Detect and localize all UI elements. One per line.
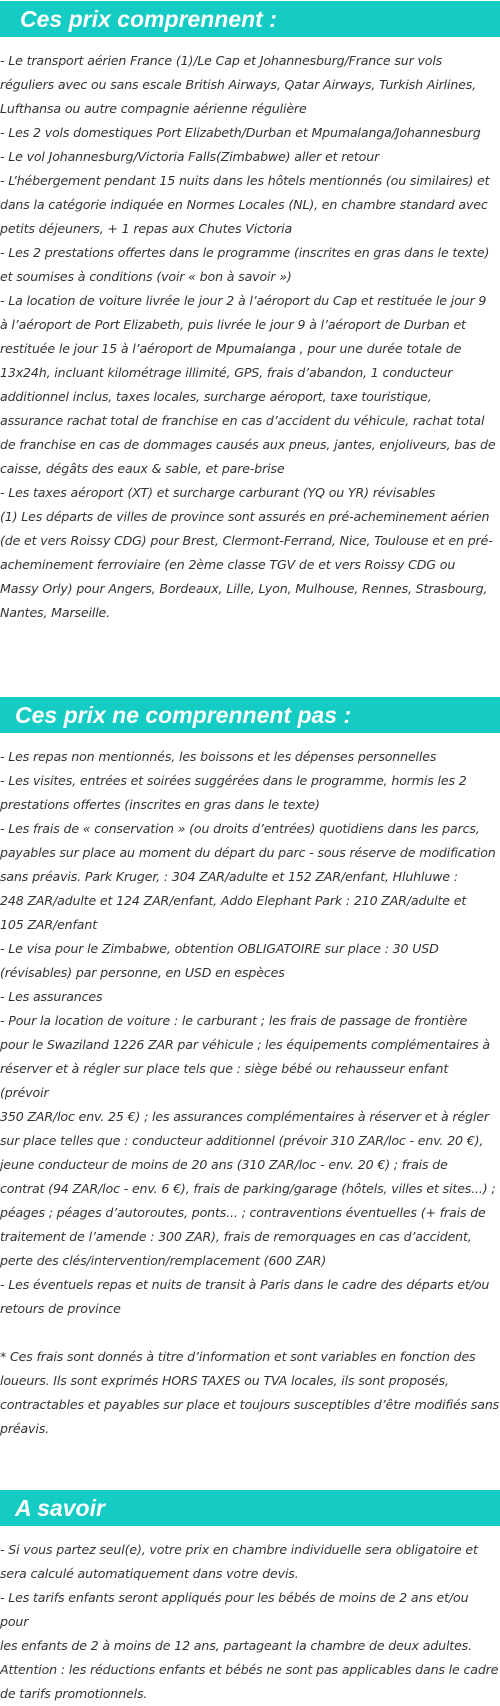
list-item: réguliers avec ou sans escale British Airways, Qatar Airways, Turkish Airlines, [0, 77, 477, 92]
list-item: additionnel inclus, taxes locales, surcharge aéroport, taxe touristique, [0, 389, 432, 404]
section-title-not-included: Ces prix ne comprennent pas : [15, 702, 352, 728]
list-item: - Pour la location de voiture : le carburant ; les frais de passage de frontière [0, 1013, 468, 1028]
list-item: - La location de voiture livrée le jour 2 à l’aéroport du Cap et restituée le jour 9 [0, 293, 487, 308]
list-item: acheminement ferroviaire (en 2ème classe TGV de et vers Roissy CDG ou [0, 557, 456, 572]
list-item: Lufthansa ou autre compagnie aérienne régulière [0, 101, 307, 116]
list-item: - Les visites, entrées et soirées suggérées dans le programme, hormis les 2 [0, 773, 467, 788]
section-header-good-to-know [0, 1490, 500, 1526]
section-title-included: Ces prix comprennent : [20, 6, 277, 32]
list-item: sur place telles que : conducteur additionnel (prévoir 310 ZAR/loc - env. 20 €), [0, 1133, 484, 1148]
list-item: - Les 2 prestations offertes dans le programme (inscrites en gras dans le texte) [0, 245, 490, 260]
list-item: - Les tarifs enfants seront appliqués pour les bébés de moins de 2 ans et/ou pour [0, 1590, 469, 1629]
list-item: - L’hébergement pendant 15 nuits dans les hôtels mentionnés (ou similaires) et [0, 173, 490, 188]
footnote-line: contractables et payables sur place et toujours susceptibles d’être modifiés sans [0, 1397, 500, 1412]
footnote-line: loueurs. Ils sont exprimés HORS TAXES ou TVA locales, ils sont proposés, [0, 1373, 449, 1388]
list-item: retours de province [0, 1301, 121, 1316]
list-item: sans préavis. Park Kruger, : 304 ZAR/adulte et 152 ZAR/enfant, Hluhluwe : [0, 869, 458, 884]
spacer [0, 1321, 500, 1345]
list-item: - Les 2 vols domestiques Port Elizabeth/Durban et Mpumalanga/Johannesburg [0, 125, 481, 140]
list-item: - Les taxes aéroport (XT) et surcharge carburant (YQ ou YR) révisables [0, 485, 436, 500]
section-title-good-to-know: A savoir [15, 1495, 105, 1521]
list-item: traitement de l’amende : 300 ZAR), frais de remorquages en cas d’accident, [0, 1229, 472, 1244]
list-item: 350 ZAR/loc env. 25 €) ; les assurances complémentaires à réserver et à régler [0, 1109, 489, 1124]
list-item: (de et vers Roissy CDG) pour Brest, Clermont-Ferrand, Nice, Toulouse et en pré- [0, 533, 493, 548]
list-item: 13x24h, incluant kilométrage illimité, GPS, frais d’abandon, 1 conducteur [0, 365, 453, 380]
list-item: 248 ZAR/adulte et 124 ZAR/enfant, Addo Elephant Park : 210 ZAR/adulte et [0, 893, 467, 908]
list-item: - Si vous partez seul(e), votre prix en chambre individuelle sera obligatoire et [0, 1542, 478, 1557]
list-item: dans la catégorie indiquée en Normes Locales (NL), en chambre standard avec [0, 197, 488, 212]
list-item: jeune conducteur de moins de 20 ans (310 ZAR/loc - env. 20 €) ; frais de [0, 1157, 448, 1172]
list-item: Massy Orly) pour Angers, Bordeaux, Lille, Lyon, Mulhouse, Rennes, Strasbourg, [0, 581, 488, 596]
list-item: de tarifs promotionnels. [0, 1686, 148, 1701]
list-item: assurance rachat total de franchise en cas d’accident du véhicule, rachat total [0, 413, 485, 428]
list-item: - Le visa pour le Zimbabwe, obtention OBLIGATOIRE sur place : 30 USD [0, 941, 439, 956]
footnote-line: * Ces frais sont donnés à titre d’information et sont variables en fonction des [0, 1349, 476, 1364]
footnote-line: préavis. [0, 1421, 49, 1436]
list-item: 105 ZAR/enfant [0, 917, 97, 932]
list-item: (1) Les départs de villes de province sont assurés en pré-acheminement aérien [0, 509, 490, 524]
not-included-list [0, 745, 500, 1441]
list-item: caisse, dégâts des eaux & sable, et pare-brise [0, 461, 285, 476]
list-item: - Les assurances [0, 989, 103, 1004]
list-item: payables sur place au moment du départ du parc - sous réserve de modification [0, 845, 496, 860]
included-list [0, 49, 500, 625]
section-header-not-included [0, 697, 500, 733]
list-item: de franchise en cas de dommages causés aux pneus, jantes, enjoliveurs, bas de [0, 437, 496, 452]
list-item: sera calculé automatiquement dans votre devis. [0, 1566, 299, 1581]
list-item: et soumises à conditions (voir « bon à savoir ») [0, 269, 292, 284]
list-item: restituée le jour 15 à l’aéroport de Mpumalanga , pour une durée totale de [0, 341, 462, 356]
list-item: péages ; péages d’autoroutes, ponts... ; contraventions éventuelles (+ frais de [0, 1205, 486, 1220]
list-item: - Les éventuels repas et nuits de transit à Paris dans le cadre des départs et/ou [0, 1277, 490, 1292]
list-item: prestations offertes (inscrites en gras dans le texte) [0, 797, 320, 812]
list-item: Nantes, Marseille. [0, 605, 110, 620]
list-item: - Le vol Johannesburg/Victoria Falls(Zimbabwe) aller et retour [0, 149, 380, 164]
list-item: - Les repas non mentionnés, les boissons et les dépenses personnelles [0, 749, 437, 764]
list-item: contrat (94 ZAR/loc - env. 6 €), frais de parking/garage (hôtels, villes et sites...) ; [0, 1181, 496, 1196]
list-item: - Les frais de « conservation » (ou droits d’entrées) quotidiens dans les parcs, [0, 821, 480, 836]
list-item: perte des clés/intervention/remplacement (600 ZAR) [0, 1253, 327, 1268]
list-item: à l’aéroport de Port Elizabeth, puis livrée le jour 9 à l’aéroport de Durban et [0, 317, 466, 332]
list-item: les enfants de 2 à moins de 12 ans, partageant la chambre de deux adultes. [0, 1638, 472, 1653]
list-item: petits déjeuners, + 1 repas aux Chutes Victoria [0, 221, 293, 236]
list-item: - Le transport aérien France (1)/Le Cap et Johannesburg/France sur vols [0, 53, 443, 68]
list-item: pour le Swaziland 1226 ZAR par véhicule ; les équipements complémentaires à [0, 1037, 490, 1052]
section-header-included [0, 1, 500, 37]
list-item: Attention : les réductions enfants et bébés ne sont pas applicables dans le cadre [0, 1662, 499, 1677]
list-item: (révisables) par personne, en USD en espèces [0, 965, 285, 980]
list-item: réserver et à régler sur place tels que : siège bébé ou rehausseur enfant (prévoir [0, 1061, 449, 1100]
